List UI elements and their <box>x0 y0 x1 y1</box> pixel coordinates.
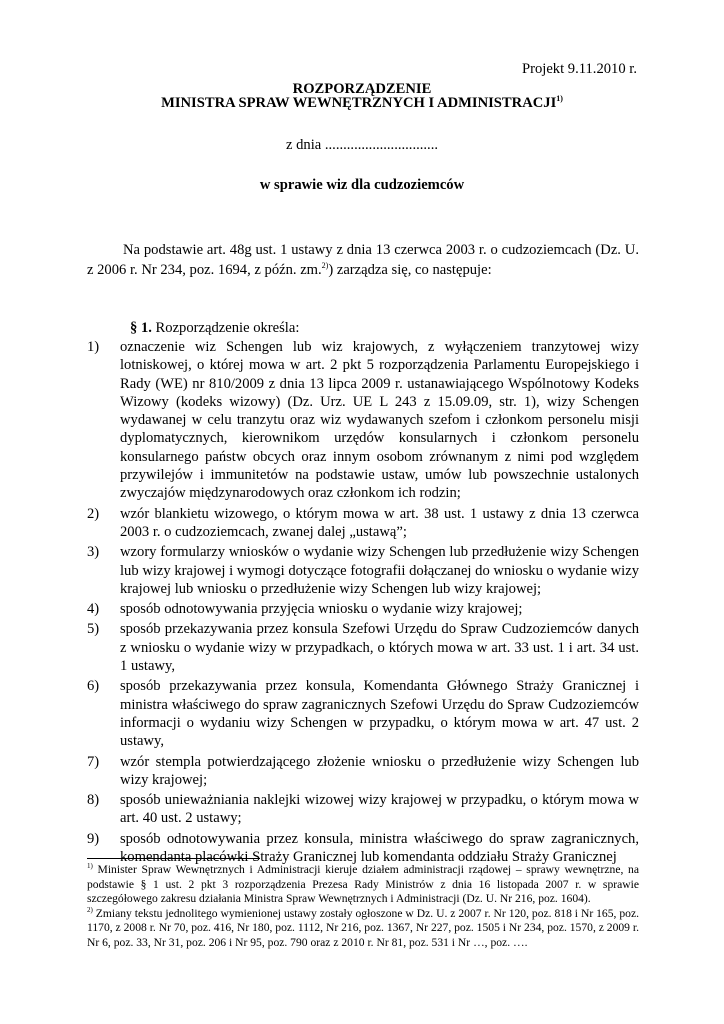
list-item-text: wzór stempla potwierdzającego złożenie wniosku o przedłużenie wizy Schengen lub wizy krajowej; <box>120 753 639 788</box>
document-title: ROZPORZĄDZENIE <box>292 81 432 97</box>
list-item-number: 8) <box>87 792 100 809</box>
footnote-number: 1) <box>87 862 93 871</box>
footnote-ref-1: 1) <box>556 94 563 104</box>
list-item <box>87 505 639 542</box>
section-heading <box>130 320 299 337</box>
section-intro: Rozporządzenie określa: <box>155 320 300 336</box>
section-mark: § 1. <box>130 320 152 336</box>
list-item-text: sposób przekazywania przez konsula, Komendanta Głównego Straży Granicznej i ministra właściwego do spraw zagranicznych Szefowi Urzędu do Spraw Cudzoziemców informacji o wydaniu wizy Schengen w przypadku, o którym mowa w art. 47 ust. 2 ustawy, <box>120 678 639 750</box>
footnote-number: 2) <box>87 905 93 914</box>
footnote-text: Zmiany tekstu jednolitego wymienionej ustawy zostały ogłoszone w Dz. U. z 2007 r. Nr 120, poz. 818 i Nr 165, poz. 1170, z 2008 r. Nr 70, poz. 416, Nr 180, poz. 1112, Nr 216, poz. 1367, Nr 227, poz. 1505 i Nr 234, poz. 1570, z 2009 r. Nr 6, poz. 33, Nr 31, poz. 206 i Nr 95, poz. 790 oraz z 2010 r. Nr 81, poz. 531 i Nr …, poz. …. <box>87 906 639 949</box>
footnote-ref-2: 2) <box>321 261 329 271</box>
list-item-text: sposób unieważniania naklejki wizowej wizy krajowej w przypadku, o którym mowa w art. 40 ust. 2 ustawy; <box>120 792 639 827</box>
preamble-text-1: Na podstawie art. 48g ust. 1 ustawy z dnia 13 czerwca 2003 r. o cudzoziemcach (Dz. U. z 2006 r. Nr 234, poz. 1694, z późn. zm. <box>87 242 639 278</box>
list-item-text: sposób przekazywania przez konsula Szefowi Urzędu do Spraw Cudzoziemców danych z wniosku o wydanie wizy w przypadkach, o których mowa w art. 33 ust. 1 i art. 34 ust. 1 ustawy, <box>120 621 639 675</box>
list-item-number: 2) <box>87 505 100 522</box>
footnote <box>87 907 639 951</box>
section-item-list <box>87 338 639 871</box>
list-item-text: sposób odnotowywania przyjęcia wniosku o wydanie wizy krajowej; <box>120 601 523 618</box>
list-item-number: 4) <box>87 601 100 618</box>
list-item <box>87 600 639 618</box>
preamble <box>87 240 639 280</box>
list-item <box>87 791 639 828</box>
list-item <box>87 620 639 675</box>
preamble-text-2: ) zarządza się, co następuje: <box>328 262 492 278</box>
draft-note: Projekt 9.11.2010 r. <box>522 61 637 77</box>
footnote-separator <box>87 858 260 859</box>
list-item-text: wzór blankietu wizowego, o którym mowa w art. 38 ust. 1 ustawy z dnia 13 czerwca 2003 r. o cudzoziemcach, zwanej dalej „ustawą”; <box>120 505 639 540</box>
footnote <box>87 863 639 907</box>
list-item <box>87 338 639 503</box>
list-item <box>87 543 639 598</box>
list-item-number: 7) <box>87 753 100 770</box>
date-line: z dnia ............................... <box>285 137 438 153</box>
list-item-number: 1) <box>87 339 100 355</box>
footnote-text: Minister Spraw Wewnętrznych i Administracji kieruje działem administracji rządowej – sprawy wewnętrzne, na podstawie § 1 ust. 2 pkt 3 rozporządzenia Prezesa Rady Ministrów z dnia 16 listopada 2007 r. w sprawie szczegółowego zakresu działania Ministra Spraw Wewnętrznych i Administracji (Dz. U. Nr 216, poz. 1604). <box>87 863 639 906</box>
issuing-authority <box>0 95 724 112</box>
list-item-number: 9) <box>87 830 100 847</box>
list-item <box>87 677 639 750</box>
footnotes <box>87 863 639 951</box>
list-item <box>87 753 639 790</box>
list-item-text: wzory formularzy wniosków o wydanie wizy Schengen lub przedłużenie wizy Schengen lub wizy krajowej i wymogi dotyczące fotografii dołączanej do wniosku o wydanie wizy krajowej lub wniosku o przedłużenie wizy Schengen lub wizy krajowej; <box>120 544 639 597</box>
issuing-authority-text: MINISTRA SPRAW WEWNĘTRZNYCH I ADMINISTRACJI <box>161 95 557 111</box>
list-item-number: 3) <box>87 544 100 561</box>
list-item-number: 6) <box>87 678 100 695</box>
list-item-text: sposób odnotowywania przez konsula, ministra właściwego do spraw zagranicznych, komendanta placówki Straży Granicznej lub komendanta oddziału Straży Granicznej <box>120 830 639 866</box>
subject-line: w sprawie wiz dla cudzoziemców <box>259 177 465 193</box>
list-item-text: oznaczenie wiz Schengen lub wiz krajowych, z wyłączeniem tranzytowej wizy lotniskowej, o której mowa w art. 2 pkt 5 rozporządzenia Parlamentu Europejskiego i Rady (WE) nr 810/2009 z dnia 13 lipca 2009 r. ustanawiającego Wspólnotowy Kodeks Wizowy (kodeks wizowy) (Dz. Urz. UE L 243 z 15.09.09, str. 1), wizy Schengen wydawanej w celu tranzytu oraz wiz wydawanych szefom i członkom personelu misji dyplomatycznych, kierownikom urzędów konsularnych i członkom personelu konsularnego państw obcych oraz innym osobom zrównanym z nimi pod względem przywilejów i immunitetów na podstawie ustaw, umów lub powszechnie ustalonych zwyczajów międzynarodowych oraz członkom ich rodzin; <box>120 339 639 502</box>
list-item <box>87 830 639 867</box>
list-item-number: 5) <box>87 621 100 638</box>
